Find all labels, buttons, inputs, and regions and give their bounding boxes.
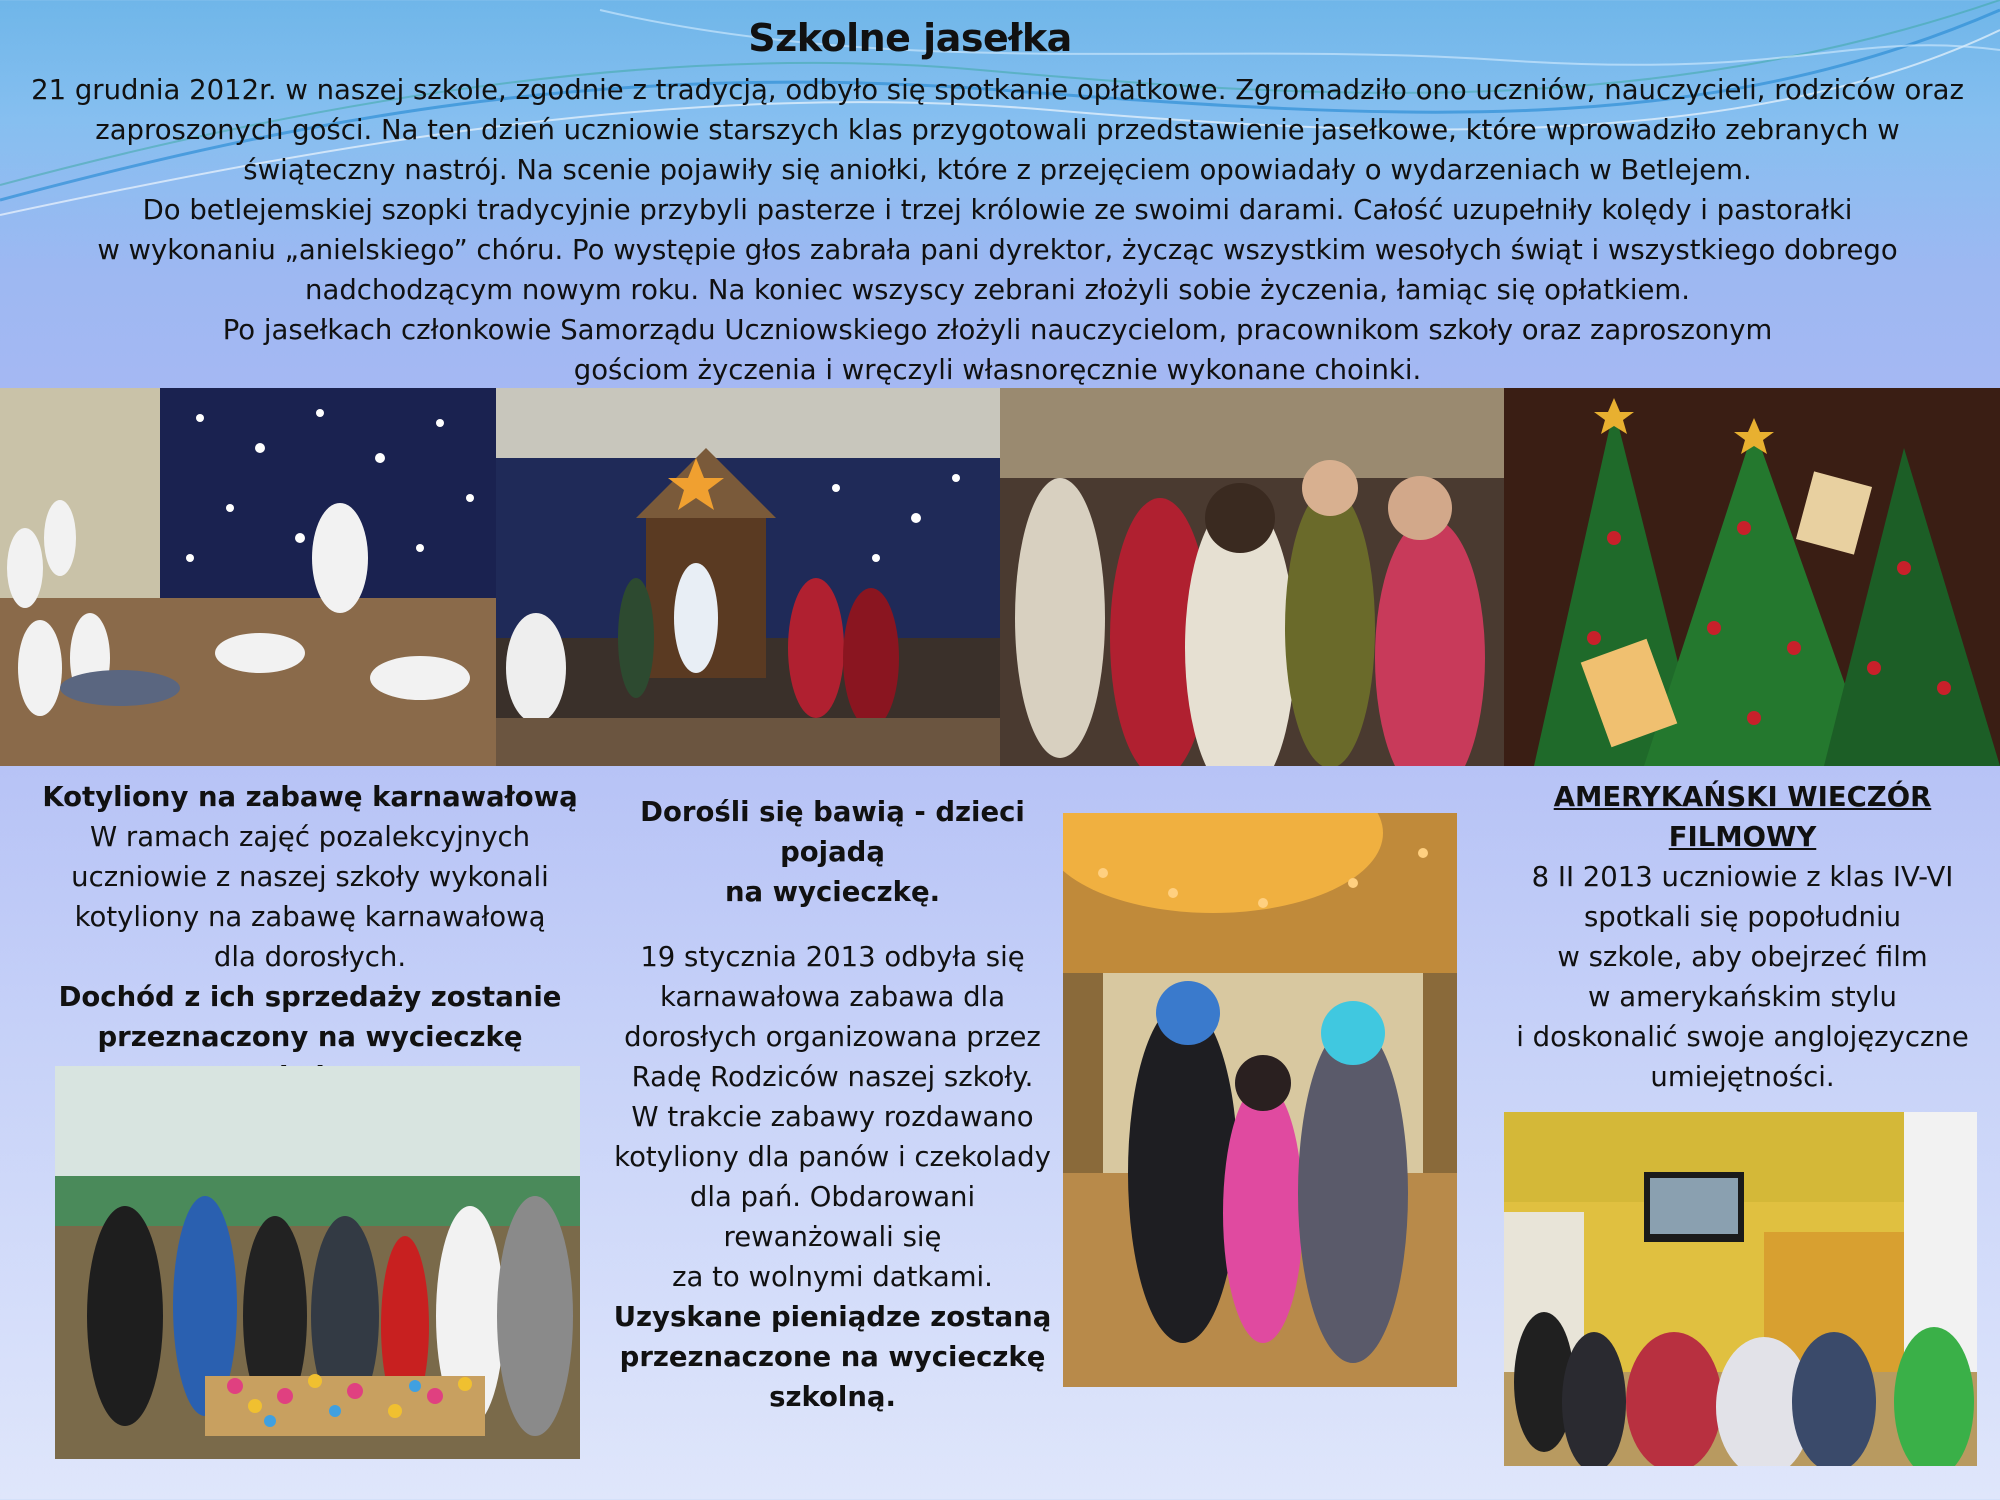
page-title: Szkolne jasełka bbox=[748, 16, 1072, 60]
intro-line: zaproszonych gości. Na ten dzień uczniowie starszych klas przygotowali przedstawienie jasełkowe, które wprowadziło zebranych w bbox=[95, 114, 1900, 146]
intro-line: Do betlejemskiej szopki tradycyjnie przybyli pasterze i trzej królowie ze swoimi darami. Całość uzupełniły kolędy i pastorałki bbox=[142, 194, 1853, 226]
intro-line: w wykonaniu „anielskiego” chóru. Po występie głos zabrała pani dyrektor, życząc wszystkim wesołych świąt i wszystkiego dobrego bbox=[97, 234, 1898, 266]
kotyliony-text: kotyliony na zabawę karnawałową bbox=[74, 901, 546, 933]
photo-movie-night bbox=[1504, 1112, 1977, 1466]
zabawa-text: kotyliony dla panów i czekolady bbox=[614, 1141, 1051, 1173]
wieczor-filmowy-text: spotkali się popołudniu bbox=[1583, 901, 1902, 933]
wieczor-filmowy-text: w szkole, aby obejrzeć film bbox=[1557, 941, 1928, 973]
wieczor-filmowy-text: umiejętności. bbox=[1650, 1061, 1835, 1093]
zabawa-text: dorosłych organizowana przez bbox=[624, 1021, 1041, 1053]
photo-carnival-dance bbox=[1063, 813, 1457, 1387]
zabawa-text: 19 stycznia 2013 odbyła się bbox=[640, 941, 1025, 973]
zabawa-bold-text: szkolną. bbox=[769, 1381, 896, 1413]
intro-paragraph bbox=[10, 70, 1985, 390]
wieczor-filmowy-heading: FILMOWY bbox=[1668, 821, 1817, 853]
kotyliony-heading: Kotyliony na zabawę karnawałową bbox=[42, 781, 578, 813]
photo-students-kotyliony bbox=[55, 1066, 580, 1459]
zabawa-bold-text: Uzyskane pieniądze zostaną bbox=[613, 1301, 1052, 1333]
kotyliony-text: W ramach zajęć pozalekcyjnych bbox=[89, 821, 531, 853]
zabawa-text: karnawałowa zabawa dla bbox=[659, 981, 1006, 1013]
intro-line: gościom życzenia i wręczyli własnoręcznie wykonane choinki. bbox=[573, 354, 1422, 386]
zabawa-section bbox=[605, 792, 1060, 1417]
zabawa-heading: Dorośli się bawią - dzieci pojadą bbox=[640, 796, 1025, 868]
kotyliony-text: dla dorosłych. bbox=[213, 941, 407, 973]
photo-christmas-trees bbox=[1504, 388, 2000, 766]
zabawa-text: W trakcie zabawy rozdawano bbox=[631, 1101, 1034, 1133]
photo-nativity-kings bbox=[496, 388, 1000, 766]
wieczor-filmowy-text: w amerykańskim stylu bbox=[1588, 981, 1897, 1013]
intro-line: nadchodzącym nowym roku. Na koniec wszyscy zebrani złożyli sobie życzenia, łamiąc się opłatkiem. bbox=[305, 274, 1690, 306]
wieczor-filmowy-text: 8 II 2013 uczniowie z klas IV-VI bbox=[1531, 861, 1954, 893]
wieczor-filmowy-section bbox=[1480, 777, 2000, 1097]
kotyliony-section bbox=[40, 777, 580, 1097]
zabawa-bold-text: przeznaczone na wycieczkę bbox=[619, 1341, 1046, 1373]
kotyliony-text: uczniowie z naszej szkoły wykonali bbox=[71, 861, 549, 893]
zabawa-text: dla pań. Obdarowani bbox=[689, 1181, 976, 1213]
intro-line: 21 grudnia 2012r. w naszej szkole, zgodnie z tradycją, odbyło się spotkanie opłatkowe. Zgromadziło ono uczniów, nauczycieli, rodziców oraz bbox=[31, 74, 1964, 106]
wieczor-filmowy-heading: AMERYKAŃSKI WIECZÓR bbox=[1553, 781, 1932, 813]
zabawa-text: Radę Rodziców naszej szkoły. bbox=[631, 1061, 1034, 1093]
kotyliony-bold-text: Dochód z ich sprzedaży zostanie bbox=[58, 981, 562, 1013]
kotyliony-bold-text: przeznaczony na wycieczkę bbox=[97, 1021, 523, 1053]
zabawa-text: za to wolnymi datkami. bbox=[672, 1261, 993, 1293]
photo-exchanging-wishes bbox=[1000, 388, 1504, 766]
wieczor-filmowy-text: i doskonalić swoje anglojęzyczne bbox=[1516, 1021, 1969, 1053]
zabawa-heading: na wycieczkę. bbox=[724, 876, 941, 908]
intro-line: Po jasełkach członkowie Samorządu Uczniowskiego złożyli nauczycielom, pracownikom szkoły oraz zaproszonym bbox=[222, 314, 1773, 346]
intro-line: świąteczny nastrój. Na scenie pojawiły się aniołki, które z przejęciem opowiadały o wydarzeniach w Betlejem. bbox=[243, 154, 1752, 186]
photo-nativity-angels bbox=[0, 388, 496, 766]
zabawa-text: rewanżowali się bbox=[723, 1221, 942, 1253]
